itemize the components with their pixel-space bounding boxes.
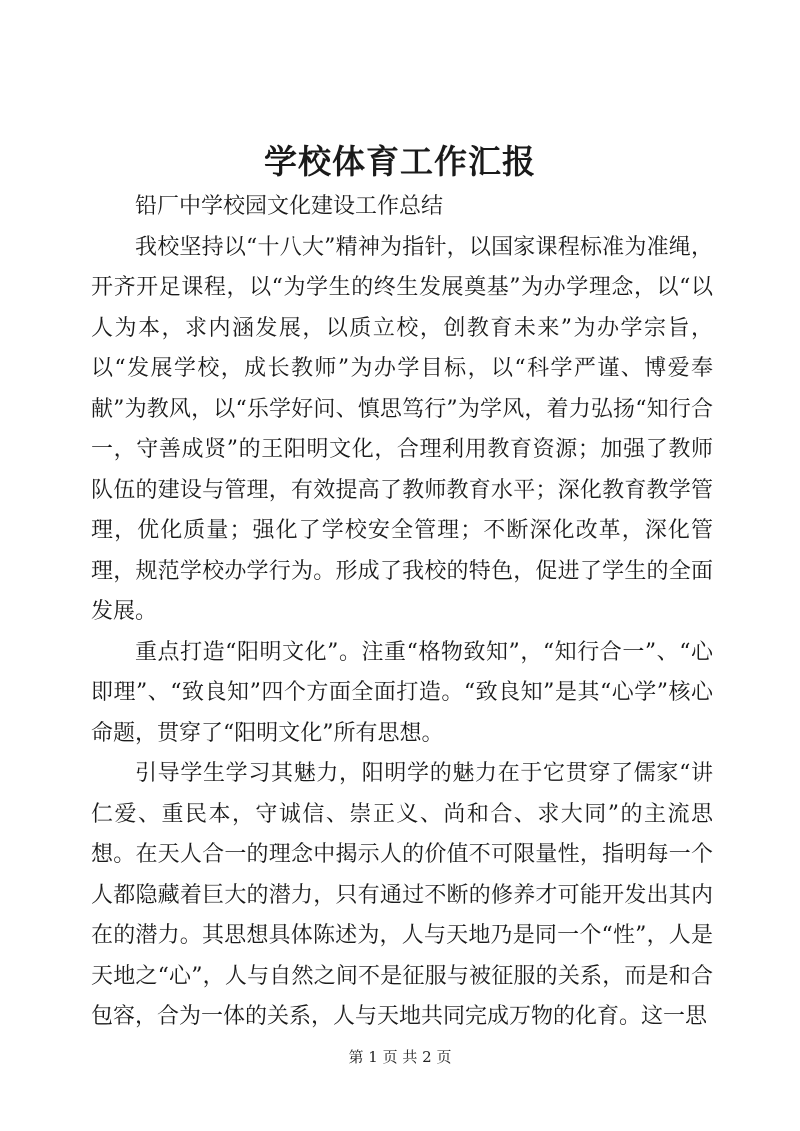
document-subtitle: 铅厂中学校园文化建设工作总结	[135, 194, 444, 219]
page-number-footer: 第 1 页 共 2 页	[348, 1048, 452, 1066]
paragraph-2: 重点打造“阳明文化”。注重“格物致知”，“知行合一”、“心即理”、“致良知”四个方面全面打造。“致良知”是其“心学”核心命题，贯穿了“阳明文化”所有思想。	[91, 639, 713, 746]
paragraph-1: 我校坚持以“十八大”精神为指针，以国家课程标准为准绳，开齐开足课程，以“为学生的终生发展奠基”为办学理念，以“以人为本，求内涵发展，以质立校，创教育未来”为办学宗旨，以“发展学校，成长教师”为办学目标，以“科学严谨、博爱奉献”为教风，以“乐学好问、慎思笃行”为学风，着力弘扬“知行合一，守善成贤”的王阳明文化，合理利用教育资源；加强了教师队伍的建设与管理，有效提高了教师教育水平；深化教育教学管理，优化质量；强化了学校安全管理；不断深化改革，深化管理，规范学校办学行为。形成了我校的特色，促进了学生的全面发展。	[91, 234, 713, 624]
document-title: 学校体育工作汇报	[264, 142, 536, 181]
paragraph-3: 引导学生学习其魅力，阳明学的魅力在于它贯穿了儒家“讲仁爱、重民本，守诚信、崇正义、尚和合、求大同”的主流思想。在天人合一的理念中揭示人的价值不可限量性，指明每一个人都隐藏着巨大的潜力，只有通过不断的修养才可能开发出其内在的潜力。其思想具体陈述为，人与天地乃是同一个“性”，人是天地之“心”，人与自然之间不是征服与被征服的关系，而是和合包容，合为一体的关系，人与天地共同完成万物的化育。这一思	[91, 761, 713, 1029]
document-body	[91, 187, 713, 1038]
